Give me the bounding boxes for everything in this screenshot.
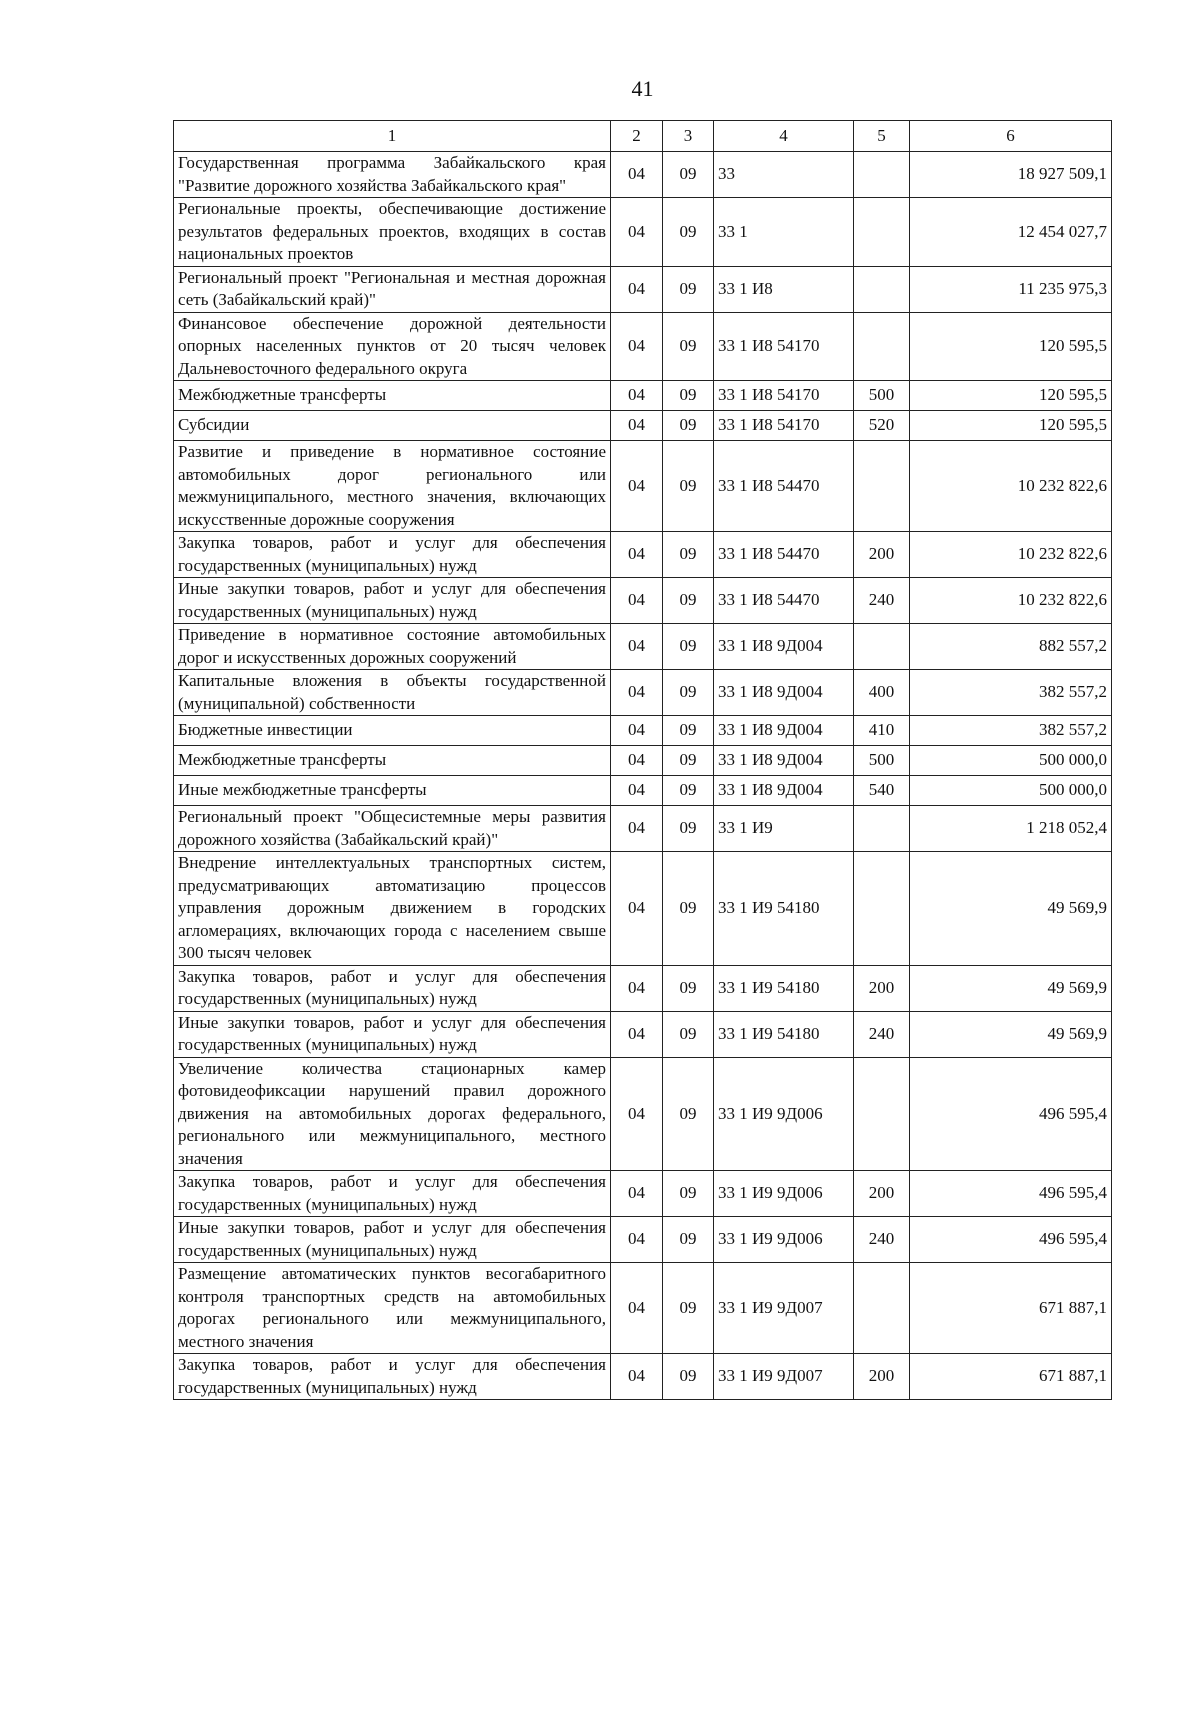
target-article-cell: 33 1 И9 9Д006 (714, 1171, 854, 1217)
target-article-cell: 33 1 И8 9Д004 (714, 624, 854, 670)
target-article-cell: 33 1 И8 54470 (714, 578, 854, 624)
amount-cell: 496 595,4 (910, 1057, 1112, 1171)
target-article-cell: 33 1 И8 9Д004 (714, 670, 854, 716)
target-article-cell: 33 1 И9 9Д007 (714, 1354, 854, 1400)
section-code-cell: 04 (611, 266, 663, 312)
subsection-code-cell: 09 (663, 852, 714, 966)
section-code-cell: 04 (611, 411, 663, 441)
section-code-cell: 04 (611, 965, 663, 1011)
expense-type-cell (854, 1057, 910, 1171)
expense-type-cell (854, 806, 910, 852)
section-code-cell: 04 (611, 198, 663, 267)
target-article-cell: 33 1 И9 (714, 806, 854, 852)
amount-cell: 496 595,4 (910, 1217, 1112, 1263)
target-article-cell: 33 1 И9 54180 (714, 852, 854, 966)
row-name-cell: Внедрение интеллектуальных транспортных систем, предусматривающих автоматизацию процессов управления дорожным движением в городских агломерациях, включающих города с населением свыше 300 тысяч человек (174, 852, 611, 966)
row-name-cell: Межбюджетные трансферты (174, 381, 611, 411)
amount-cell: 671 887,1 (910, 1354, 1112, 1400)
row-name-cell: Государственная программа Забайкальского края "Развитие дорожного хозяйства Забайкальского края" (174, 152, 611, 198)
section-code-cell: 04 (611, 806, 663, 852)
amount-cell: 49 569,9 (910, 852, 1112, 966)
budget-table (173, 120, 1112, 1400)
subsection-code-cell: 09 (663, 670, 714, 716)
target-article-cell: 33 1 И8 54170 (714, 312, 854, 381)
table-row (174, 1354, 1112, 1400)
expense-type-cell: 410 (854, 716, 910, 746)
section-code-cell: 04 (611, 152, 663, 198)
expense-type-cell: 200 (854, 1354, 910, 1400)
table-row (174, 1263, 1112, 1354)
amount-cell: 18 927 509,1 (910, 152, 1112, 198)
row-name-cell: Размещение автоматических пунктов весогабаритного контроля транспортных средств на автомобильных дорогах регионального или межмуниципального, местного значения (174, 1263, 611, 1354)
subsection-code-cell: 09 (663, 441, 714, 532)
column-header: 4 (714, 121, 854, 152)
table-header-row (174, 121, 1112, 152)
table-row (174, 776, 1112, 806)
subsection-code-cell: 09 (663, 198, 714, 267)
amount-cell: 500 000,0 (910, 746, 1112, 776)
subsection-code-cell: 09 (663, 1354, 714, 1400)
table-row (174, 312, 1112, 381)
table-row (174, 624, 1112, 670)
expense-type-cell: 200 (854, 1171, 910, 1217)
amount-cell: 11 235 975,3 (910, 266, 1112, 312)
table-row (174, 578, 1112, 624)
row-name-cell: Развитие и приведение в нормативное состояние автомобильных дорог регионального или межмуниципального, местного значения, включающих искусственные дорожные сооружения (174, 441, 611, 532)
row-name-cell: Увеличение количества стационарных камер фотовидеофиксации нарушений правил дорожного движения на автомобильных дорогах федерального, регионального или межмуниципального, местного значения (174, 1057, 611, 1171)
row-name-cell: Иные закупки товаров, работ и услуг для обеспечения государственных (муниципальных) нужд (174, 1217, 611, 1263)
subsection-code-cell: 09 (663, 776, 714, 806)
target-article-cell: 33 1 И8 54470 (714, 532, 854, 578)
table-row (174, 1171, 1112, 1217)
subsection-code-cell: 09 (663, 1217, 714, 1263)
table-row (174, 198, 1112, 267)
table-row (174, 441, 1112, 532)
target-article-cell: 33 1 И9 9Д006 (714, 1217, 854, 1263)
target-article-cell: 33 1 И9 54180 (714, 1011, 854, 1057)
column-header: 1 (174, 121, 611, 152)
subsection-code-cell: 09 (663, 806, 714, 852)
row-name-cell: Иные закупки товаров, работ и услуг для обеспечения государственных (муниципальных) нужд (174, 578, 611, 624)
amount-cell: 10 232 822,6 (910, 578, 1112, 624)
table-row (174, 1057, 1112, 1171)
row-name-cell: Закупка товаров, работ и услуг для обеспечения государственных (муниципальных) нужд (174, 1354, 611, 1400)
section-code-cell: 04 (611, 624, 663, 670)
section-code-cell: 04 (611, 1057, 663, 1171)
section-code-cell: 04 (611, 1263, 663, 1354)
expense-type-cell (854, 1263, 910, 1354)
section-code-cell: 04 (611, 441, 663, 532)
table-row (174, 852, 1112, 966)
subsection-code-cell: 09 (663, 578, 714, 624)
section-code-cell: 04 (611, 1354, 663, 1400)
section-code-cell: 04 (611, 1217, 663, 1263)
subsection-code-cell: 09 (663, 1011, 714, 1057)
target-article-cell: 33 1 И8 9Д004 (714, 716, 854, 746)
amount-cell: 1 218 052,4 (910, 806, 1112, 852)
expense-type-cell: 240 (854, 1011, 910, 1057)
amount-cell: 49 569,9 (910, 965, 1112, 1011)
subsection-code-cell: 09 (663, 716, 714, 746)
subsection-code-cell: 09 (663, 152, 714, 198)
subsection-code-cell: 09 (663, 965, 714, 1011)
row-name-cell: Приведение в нормативное состояние автомобильных дорог и искусственных дорожных сооружений (174, 624, 611, 670)
amount-cell: 496 595,4 (910, 1171, 1112, 1217)
target-article-cell: 33 1 И8 9Д004 (714, 746, 854, 776)
subsection-code-cell: 09 (663, 312, 714, 381)
expense-type-cell: 500 (854, 381, 910, 411)
expense-type-cell (854, 198, 910, 267)
amount-cell: 10 232 822,6 (910, 441, 1112, 532)
row-name-cell: Закупка товаров, работ и услуг для обеспечения государственных (муниципальных) нужд (174, 1171, 611, 1217)
target-article-cell: 33 1 И8 9Д004 (714, 776, 854, 806)
expense-type-cell: 240 (854, 578, 910, 624)
section-code-cell: 04 (611, 670, 663, 716)
page-number: 41 (631, 76, 654, 101)
row-name-cell: Бюджетные инвестиции (174, 716, 611, 746)
expense-type-cell: 540 (854, 776, 910, 806)
amount-cell: 382 557,2 (910, 670, 1112, 716)
target-article-cell: 33 (714, 152, 854, 198)
expense-type-cell: 400 (854, 670, 910, 716)
amount-cell: 382 557,2 (910, 716, 1112, 746)
target-article-cell: 33 1 И8 54170 (714, 381, 854, 411)
row-name-cell: Региональные проекты, обеспечивающие достижение результатов федеральных проектов, входящих в состав национальных проектов (174, 198, 611, 267)
row-name-cell: Иные закупки товаров, работ и услуг для обеспечения государственных (муниципальных) нужд (174, 1011, 611, 1057)
row-name-cell: Капитальные вложения в объекты государственной (муниципальной) собственности (174, 670, 611, 716)
section-code-cell: 04 (611, 776, 663, 806)
subsection-code-cell: 09 (663, 746, 714, 776)
amount-cell: 671 887,1 (910, 1263, 1112, 1354)
table-row (174, 746, 1112, 776)
target-article-cell: 33 1 И9 9Д006 (714, 1057, 854, 1171)
subsection-code-cell: 09 (663, 624, 714, 670)
expense-type-cell (854, 852, 910, 966)
column-header: 5 (854, 121, 910, 152)
table-row (174, 381, 1112, 411)
section-code-cell: 04 (611, 852, 663, 966)
section-code-cell: 04 (611, 532, 663, 578)
subsection-code-cell: 09 (663, 411, 714, 441)
target-article-cell: 33 1 И9 9Д007 (714, 1263, 854, 1354)
table-row (174, 1011, 1112, 1057)
row-name-cell: Региональный проект "Общесистемные меры развития дорожного хозяйства (Забайкальский край)" (174, 806, 611, 852)
section-code-cell: 04 (611, 1011, 663, 1057)
section-code-cell: 04 (611, 312, 663, 381)
subsection-code-cell: 09 (663, 1171, 714, 1217)
expense-type-cell (854, 152, 910, 198)
amount-cell: 500 000,0 (910, 776, 1112, 806)
expense-type-cell: 520 (854, 411, 910, 441)
table-row (174, 532, 1112, 578)
row-name-cell: Иные межбюджетные трансферты (174, 776, 611, 806)
amount-cell: 49 569,9 (910, 1011, 1112, 1057)
row-name-cell: Региональный проект "Региональная и местная дорожная сеть (Забайкальский край)" (174, 266, 611, 312)
amount-cell: 882 557,2 (910, 624, 1112, 670)
row-name-cell: Закупка товаров, работ и услуг для обеспечения государственных (муниципальных) нужд (174, 965, 611, 1011)
subsection-code-cell: 09 (663, 1263, 714, 1354)
row-name-cell: Финансовое обеспечение дорожной деятельности опорных населенных пунктов от 20 тысяч человек Дальневосточного федерального округа (174, 312, 611, 381)
table-row (174, 716, 1112, 746)
section-code-cell: 04 (611, 746, 663, 776)
amount-cell: 120 595,5 (910, 312, 1112, 381)
expense-type-cell: 200 (854, 965, 910, 1011)
expense-type-cell (854, 266, 910, 312)
table-row (174, 266, 1112, 312)
target-article-cell: 33 1 И8 54170 (714, 411, 854, 441)
section-code-cell: 04 (611, 578, 663, 624)
subsection-code-cell: 09 (663, 1057, 714, 1171)
row-name-cell: Межбюджетные трансферты (174, 746, 611, 776)
section-code-cell: 04 (611, 716, 663, 746)
amount-cell: 120 595,5 (910, 411, 1112, 441)
row-name-cell: Закупка товаров, работ и услуг для обеспечения государственных (муниципальных) нужд (174, 532, 611, 578)
column-header: 3 (663, 121, 714, 152)
expense-type-cell: 200 (854, 532, 910, 578)
amount-cell: 10 232 822,6 (910, 532, 1112, 578)
table-row (174, 152, 1112, 198)
expense-type-cell: 240 (854, 1217, 910, 1263)
row-name-cell: Субсидии (174, 411, 611, 441)
table-row (174, 411, 1112, 441)
amount-cell: 120 595,5 (910, 381, 1112, 411)
section-code-cell: 04 (611, 1171, 663, 1217)
column-header: 2 (611, 121, 663, 152)
expense-type-cell (854, 441, 910, 532)
expense-type-cell (854, 312, 910, 381)
expense-type-cell (854, 624, 910, 670)
table-row (174, 670, 1112, 716)
table-row (174, 806, 1112, 852)
column-header: 6 (910, 121, 1112, 152)
amount-cell: 12 454 027,7 (910, 198, 1112, 267)
table-row (174, 965, 1112, 1011)
subsection-code-cell: 09 (663, 266, 714, 312)
target-article-cell: 33 1 И9 54180 (714, 965, 854, 1011)
table-row (174, 1217, 1112, 1263)
target-article-cell: 33 1 И8 54470 (714, 441, 854, 532)
target-article-cell: 33 1 (714, 198, 854, 267)
subsection-code-cell: 09 (663, 381, 714, 411)
subsection-code-cell: 09 (663, 532, 714, 578)
expense-type-cell: 500 (854, 746, 910, 776)
section-code-cell: 04 (611, 381, 663, 411)
target-article-cell: 33 1 И8 (714, 266, 854, 312)
